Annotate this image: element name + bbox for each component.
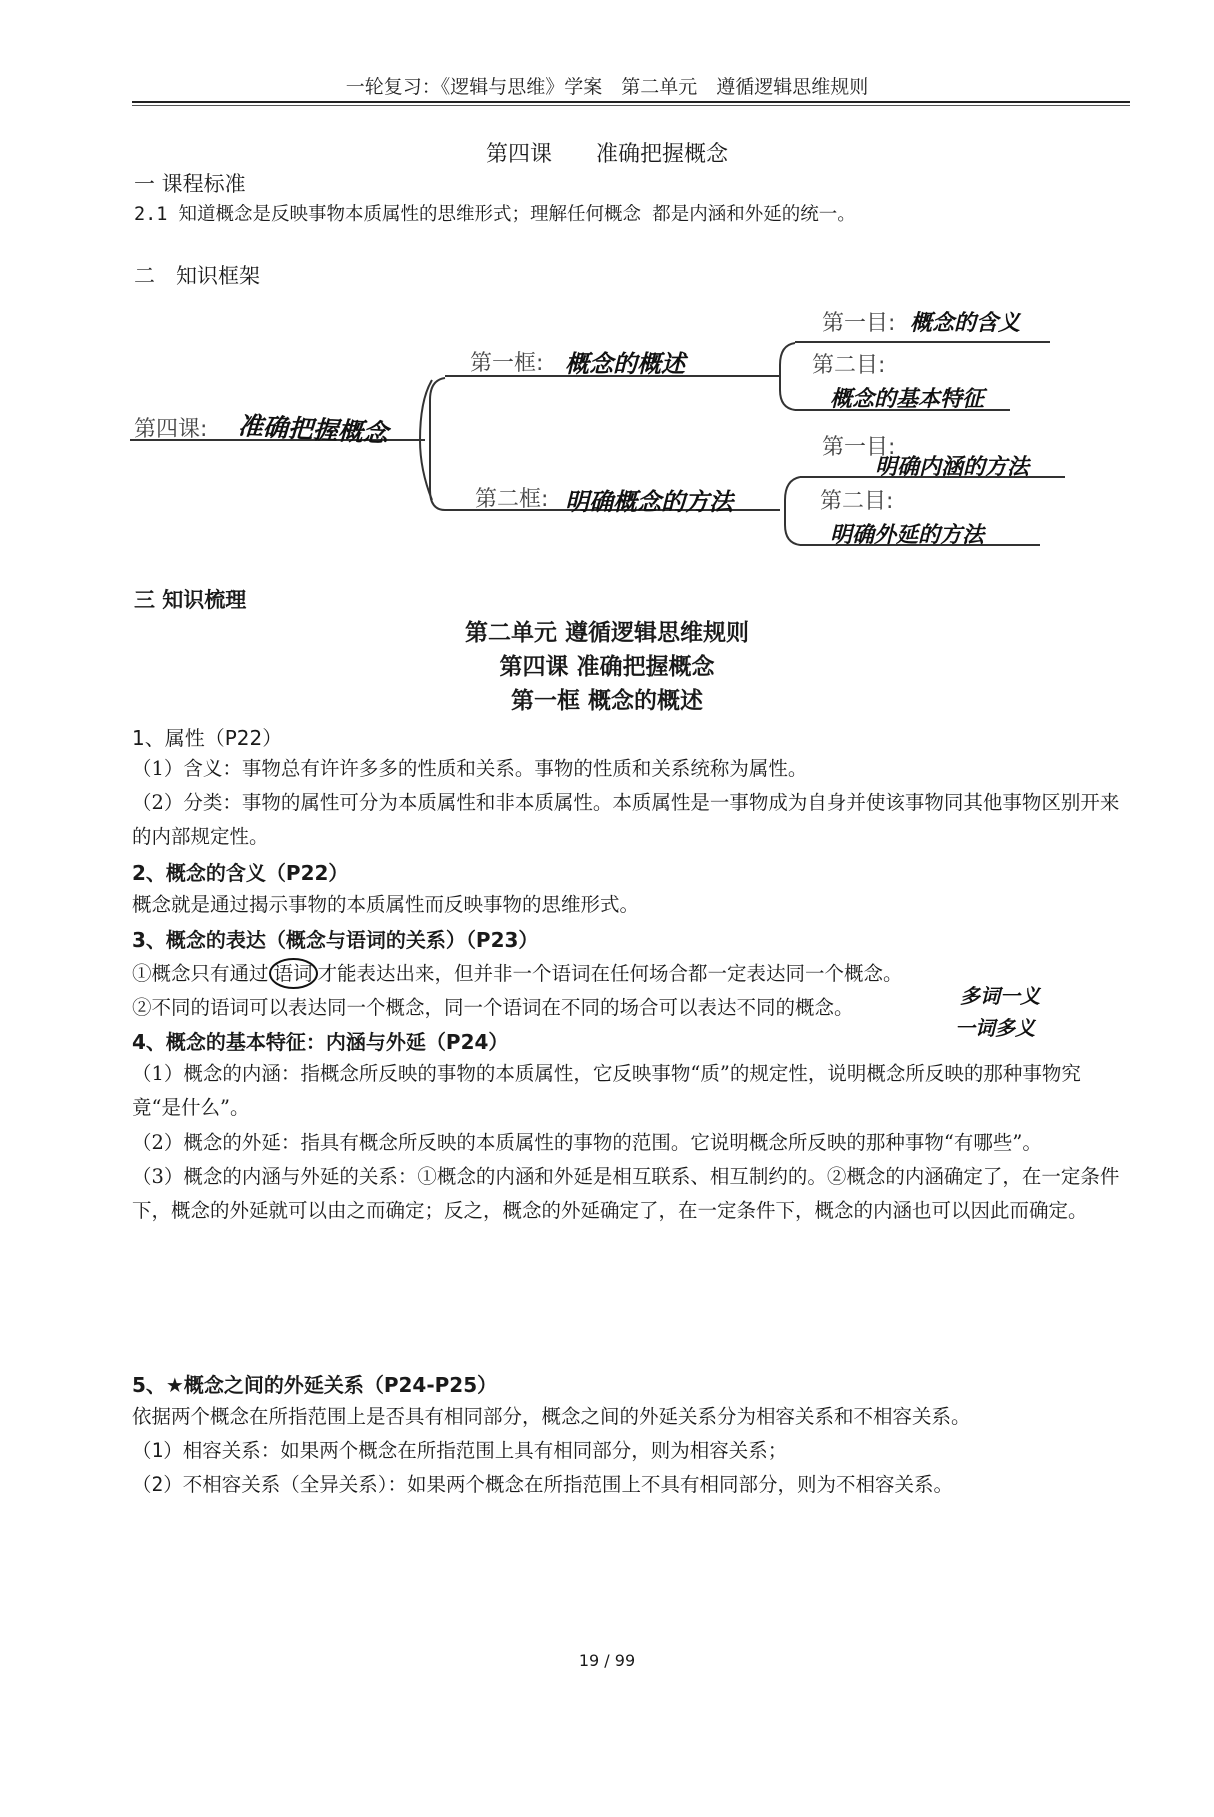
handwritten-note-1: 多词一义 [960,984,1040,1008]
header-rule-thin [132,105,1130,106]
item3-heading: 3、概念的表达（概念与语词的关系）（P23） [132,928,539,952]
mindmap-f2-item2-label: 第二目: [820,489,894,514]
item5-line1: 依据两个概念在所指范围上是否具有相同部分，概念之间的外延关系分为相容关系和不相容关系。 [132,1405,971,1428]
frame-title: 第一框 概念的概述 [510,688,703,714]
item5-heading: 5、★概念之间的外延关系（P24-P25） [132,1373,498,1397]
mindmap-frame2-label: 第二框: [475,487,549,512]
mindmap-f2-item1-handwriting: 明确内涵的方法 [875,454,1030,480]
mindmap-root-handwriting: 准确把握概念 [237,411,389,448]
mindmap-frame1-handwriting: 概念的概述 [565,349,685,378]
item2-heading: 2、概念的含义（P22） [132,861,349,885]
mindmap-frame1-label: 第一框: [470,351,544,376]
item1-line2: （2）分类：事物的属性可分为本质属性和非本质属性。本质属性是一事物成为自身并使该事物同其他事物区别开来的内部规定性。 [132,791,1120,848]
mindmap-f2-item1-label: 第一目: [822,435,896,460]
mindmap-f2-item2-handwriting: 明确外延的方法 [830,522,985,548]
item4-line2: （2）概念的外延：指具有概念所反映的本质属性的事物的范围。它说明概念所反映的那种事物“有哪些”。 [132,1131,1042,1154]
lesson-subtitle: 第四课 准确把握概念 [499,654,715,680]
lesson-title: 第四课 准确把握概念 [485,142,728,167]
section-heading-framework: 二 知识框架 [134,264,260,288]
mindmap-root-label: 第四课: [134,417,208,442]
header-rule [132,101,1130,103]
circled-word: 语词 [269,958,318,989]
item3-line2: ②不同的语词可以表达同一个概念，同一个语词在不同的场合可以表达不同的概念。 [132,996,854,1019]
item3-line1-b: 才能表达出来，但并非一个语词在任何场合都一定表达同一个概念。 [317,962,903,985]
item2-line1: 概念就是通过揭示事物的本质属性而反映事物的思维形式。 [132,893,640,916]
item1-heading: 1、属性（P22） [132,726,283,750]
mindmap-f1-item2-handwriting: 概念的基本特征 [830,386,985,412]
section-heading-standard: 一 课程标准 [134,172,246,196]
item5-line3: （2）不相容关系（全异关系）：如果两个概念在所指范围上不具有相同部分，则为不相容关系。 [132,1473,953,1496]
item1-line1: （1）含义：事物总有许许多多的性质和关系。事物的性质和关系统称为属性。 [132,757,808,780]
standard-text: 2.1 知道概念是反映事物本质属性的思维形式；理解任何概念 都是内涵和外延的统一。 [134,204,856,225]
section-heading-review: 三 知识梳理 [134,588,247,612]
mindmap-f1-item1-label: 第一目: [822,311,896,336]
item4-line3: （3）概念的内涵与外延的关系：①概念的内涵和外延是相互联系、相互制约的。②概念的内涵确定了，在一定条件下，概念的外延就可以由之而确定；反之，概念的外延确定了，在一定条件下，概念的内涵也可以因此而确定。 [132,1165,1120,1222]
page-number: 19 / 99 [578,1651,636,1670]
item3-line1-a: ①概念只有通过 [132,962,269,985]
mindmap-frame2-handwriting: 明确概念的方法 [565,487,733,516]
item5-line2: （1）相容关系：如果两个概念在所指范围上具有相同部分，则为相容关系； [132,1439,788,1462]
handwritten-note-2: 一词多义 [955,1016,1035,1040]
item4-heading: 4、概念的基本特征：内涵与外延（P24） [132,1030,509,1054]
unit-title: 第二单元 遵循逻辑思维规则 [464,620,749,646]
item4-line1: （1）概念的内涵：指概念所反映的事物的本质属性，它反映事物“质”的规定性，说明概念所反映的那种事物究竟“是什么”。 [132,1062,1081,1119]
mindmap-f1-item2-label: 第二目: [812,353,886,378]
page-header: 一轮复习：《逻辑与思维》学案 第二单元 遵循逻辑思维规则 [345,76,869,98]
mindmap-f1-item1-handwriting: 概念的含义 [910,310,1021,336]
